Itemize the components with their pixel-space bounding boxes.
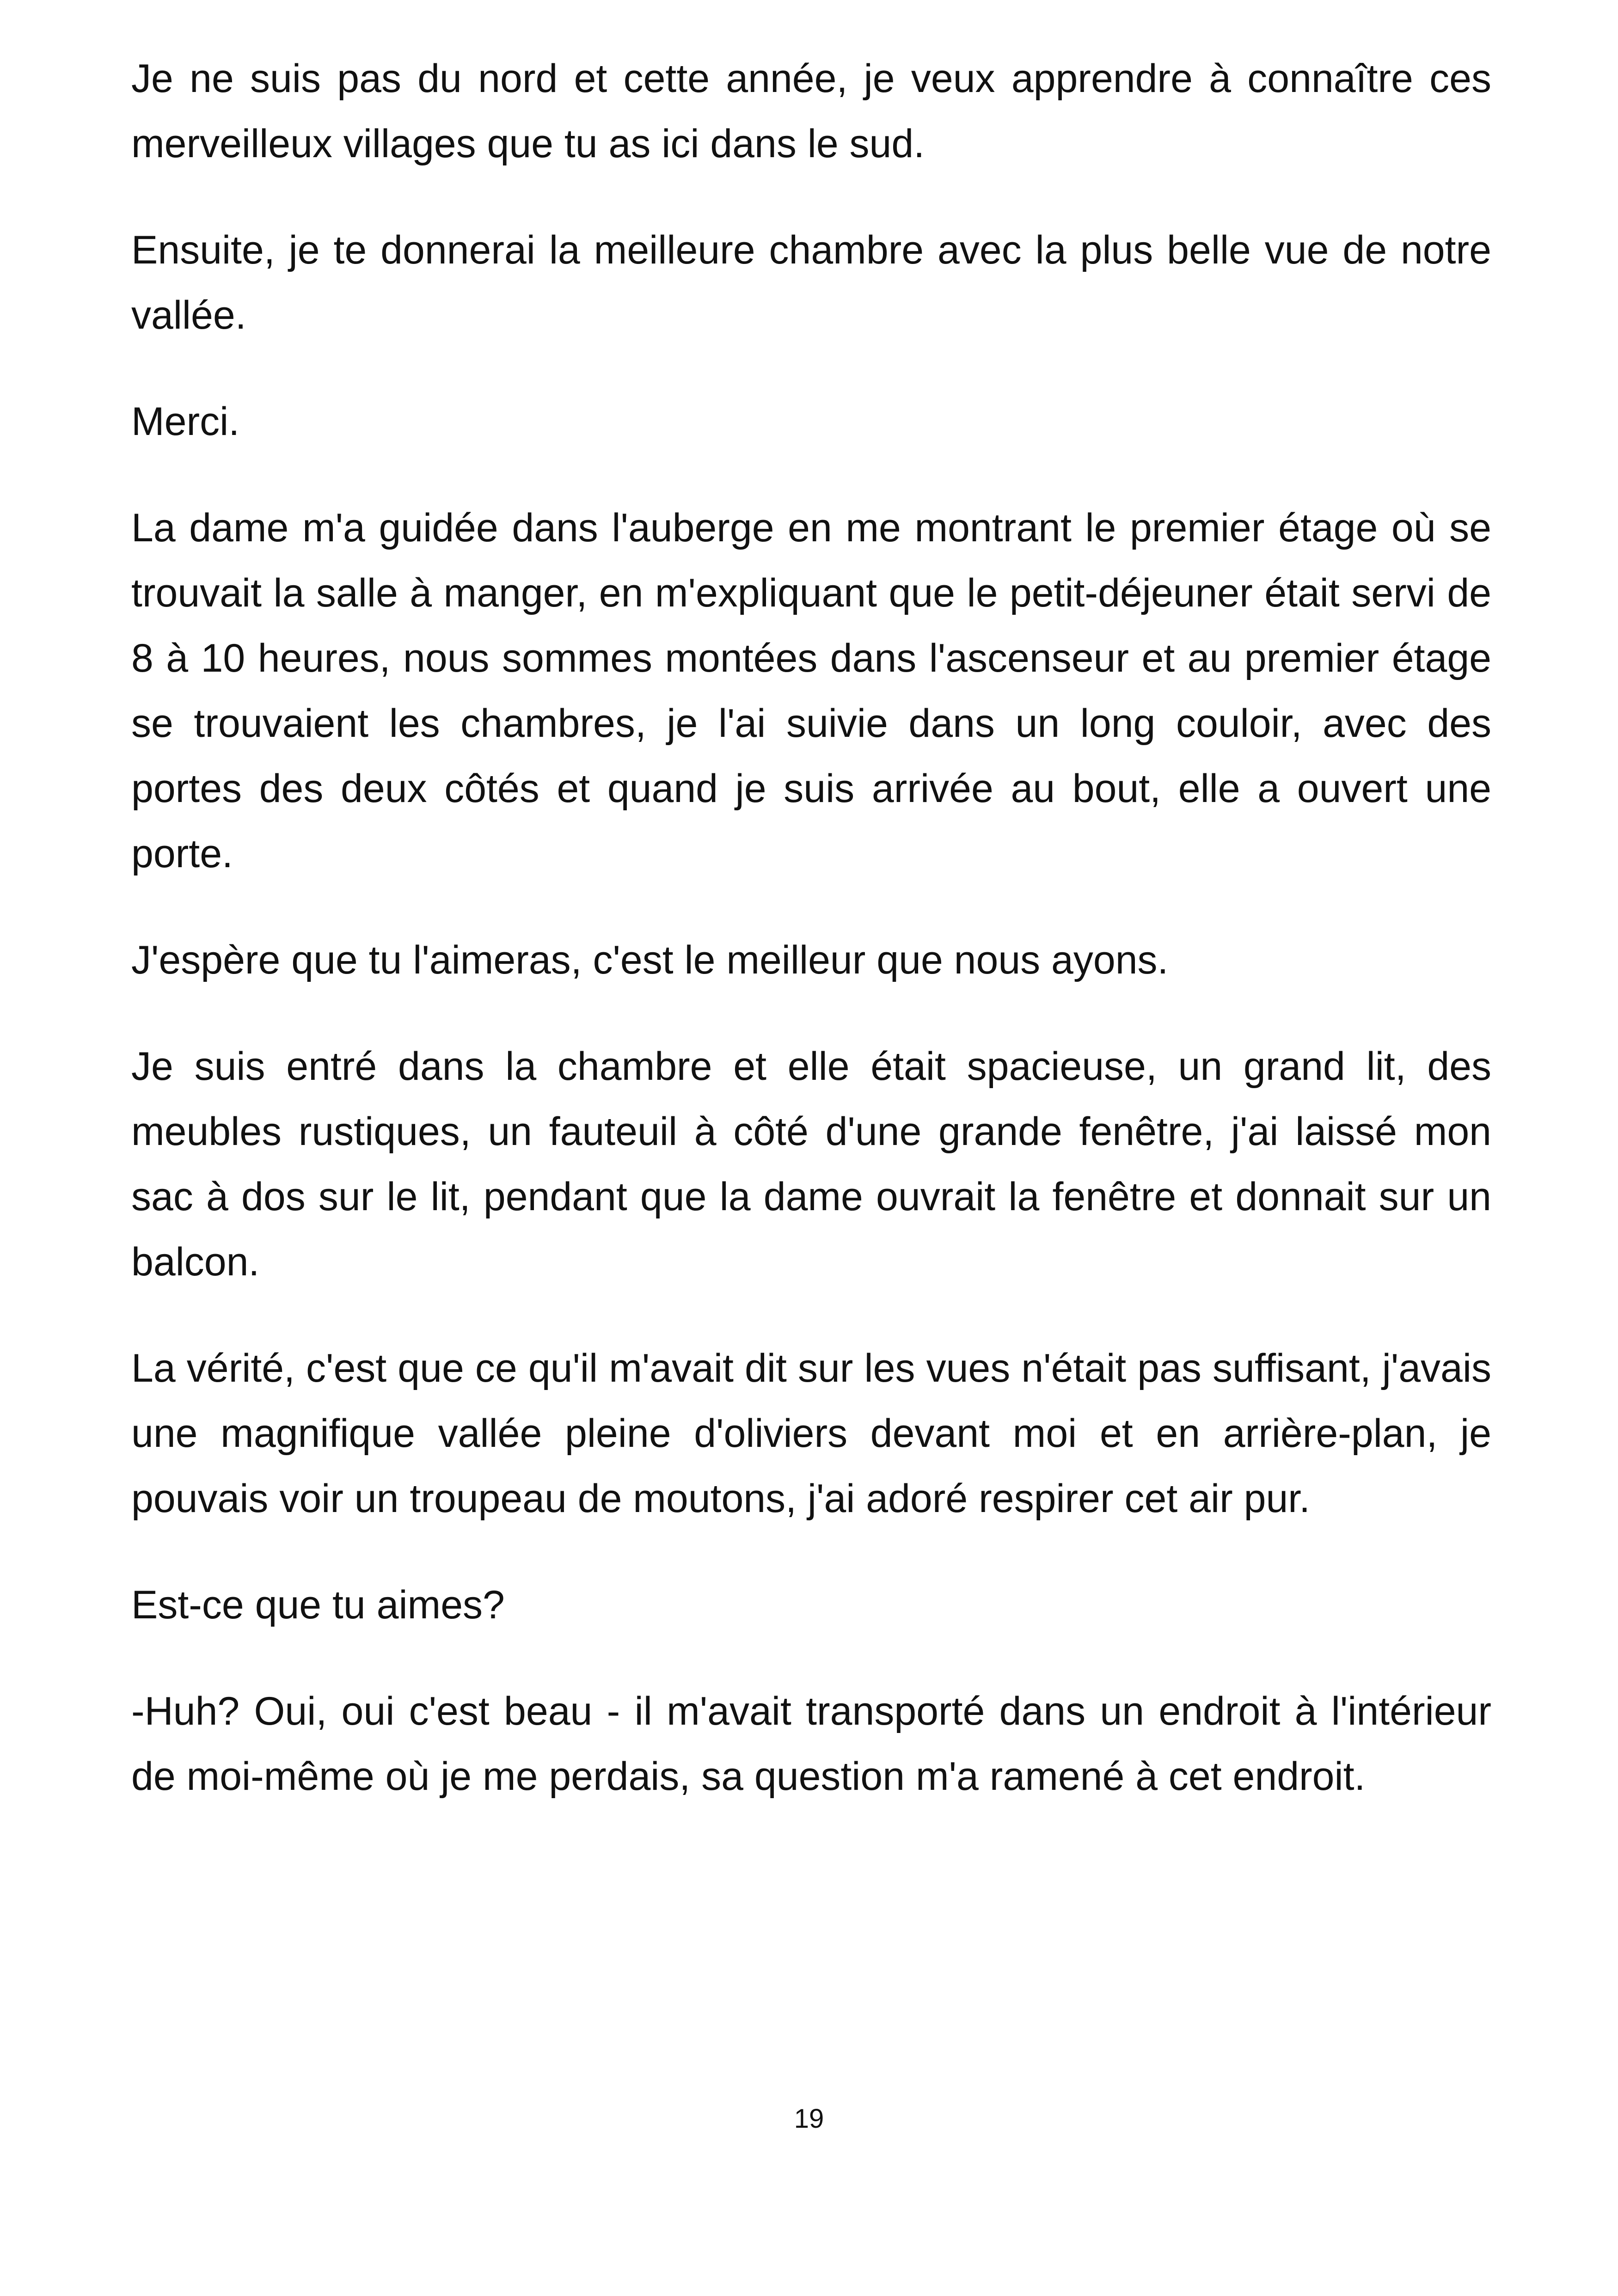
- page-number: 19: [794, 2104, 824, 2134]
- paragraph-6: Je suis entré dans la chambre et elle était spacieuse, un grand lit, des meubles rustiques, un fauteuil à côté d'une grande fenêtre, j'ai laissé mon sac à dos sur le lit, pendant que la dame ouvrait la fenêtre et donnait sur un balcon.: [131, 1044, 1491, 1284]
- paragraph-9: -Huh? Oui, oui c'est beau - il m'avait transporté dans un endroit à l'intérieur de moi-même où je me perdais, sa question m'a ramené à cet endroit.: [131, 1689, 1491, 1799]
- paragraph-5: J'espère que tu l'aimeras, c'est le meilleur que nous ayons.: [131, 938, 1169, 982]
- paragraph-1: Je ne suis pas du nord et cette année, je veux apprendre à connaître ces merveilleux villages que tu as ici dans le sud.: [131, 56, 1491, 166]
- paragraph-2: Ensuite, je te donnerai la meilleure chambre avec la plus belle vue de notre vallée.: [131, 228, 1491, 337]
- paragraph-3: Merci.: [131, 399, 240, 444]
- body-text: [131, 46, 1491, 1850]
- paragraph-4: La dame m'a guidée dans l'auberge en me montrant le premier étage où se trouvait la salle à manger, en m'expliquant que le petit-déjeuner était servi de 8 à 10 heures, nous sommes montées dans l'ascenseur et au premier étage se trouvaient les chambres, je l'ai suivie dans un long couloir, avec des portes des deux côtés et quand je suis arrivée au bout, elle a ouvert une porte.: [131, 506, 1491, 876]
- paragraph-8: Est-ce que tu aimes?: [131, 1583, 505, 1627]
- paragraph-7: La vérité, c'est que ce qu'il m'avait dit sur les vues n'était pas suffisant, j'avais une magnifique vallée pleine d'oliviers devant moi et en arrière-plan, je pouvais voir un troupeau de moutons, j'ai adoré respirer cet air pur.: [131, 1346, 1491, 1521]
